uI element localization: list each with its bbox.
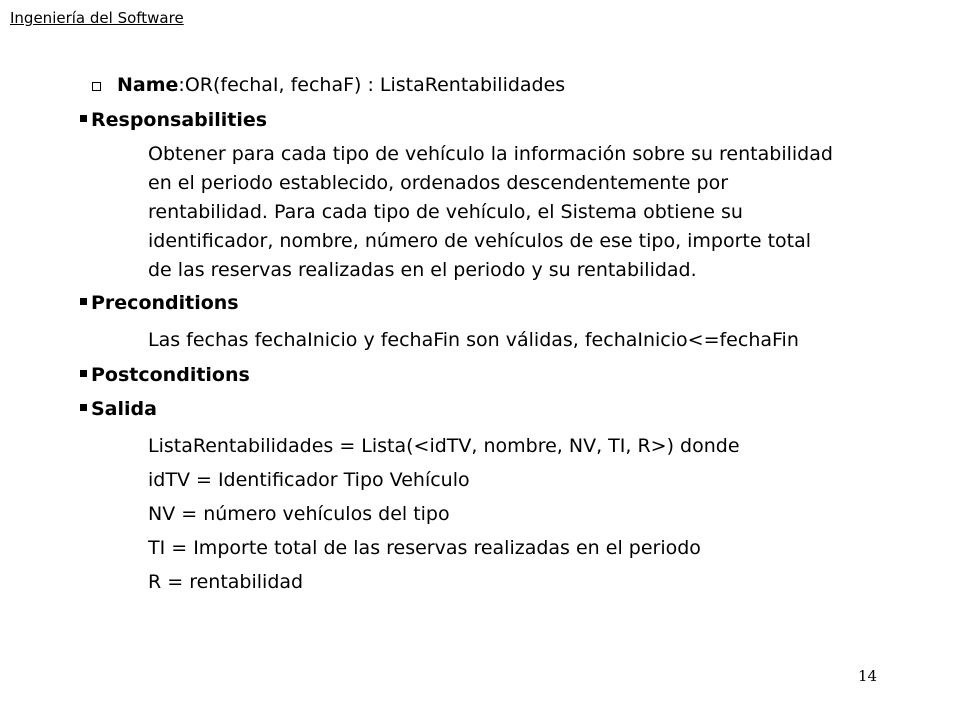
preconditions-line: Las fechas fechaInicio y fechaFin son válidas, fechaInicio<=fechaFin [148, 329, 799, 351]
operation-signature: :OR(fechaI, fechaF) : ListaRentabilidades [178, 74, 566, 96]
responsabilities-line: identificador, nombre, número de vehículos de ese tipo, importe total [148, 230, 812, 252]
name-label: Name [117, 74, 179, 96]
preconditions-text [148, 326, 799, 355]
page-number: 14 [858, 667, 878, 685]
section-preconditions [80, 290, 239, 316]
header-title: Ingeniería del Software [10, 9, 184, 27]
section-postconditions [80, 362, 250, 388]
responsabilities-line: de las reservas realizadas en el periodo y su rentabilidad. [148, 259, 697, 281]
responsabilities-heading: Responsabilities [91, 109, 268, 131]
salida-line: TI = Importe total de las reservas realizadas en el periodo [148, 537, 701, 559]
salida-text [148, 429, 740, 599]
responsabilities-line: Obtener para cada tipo de vehículo la información sobre su rentabilidad [148, 143, 833, 165]
bullet-box-icon [92, 82, 101, 91]
responsabilities-line: rentabilidad. Para cada tipo de vehículo, el Sistema obtiene su [148, 201, 743, 223]
salida-line: ListaRentabilidades = Lista(<idTV, nombre, NV, TI, R>) donde [148, 435, 740, 457]
salida-line: R = rentabilidad [148, 571, 304, 593]
responsabilities-text [148, 140, 833, 285]
section-responsabilities [80, 107, 267, 133]
bullet-square-icon [80, 298, 87, 305]
responsabilities-line: en el periodo establecido, ordenados descendentemente por [148, 172, 729, 194]
bullet-square-icon [80, 370, 87, 377]
salida-heading: Salida [91, 398, 157, 420]
operation-name-line [92, 72, 565, 98]
preconditions-heading: Preconditions [91, 292, 239, 314]
salida-line: idTV = Identificador Tipo Vehículo [148, 469, 470, 491]
postconditions-heading: Postconditions [91, 364, 250, 386]
salida-line: NV = número vehículos del tipo [148, 503, 450, 525]
bullet-square-icon [80, 404, 87, 411]
section-salida [80, 396, 157, 422]
bullet-square-icon [80, 115, 87, 122]
